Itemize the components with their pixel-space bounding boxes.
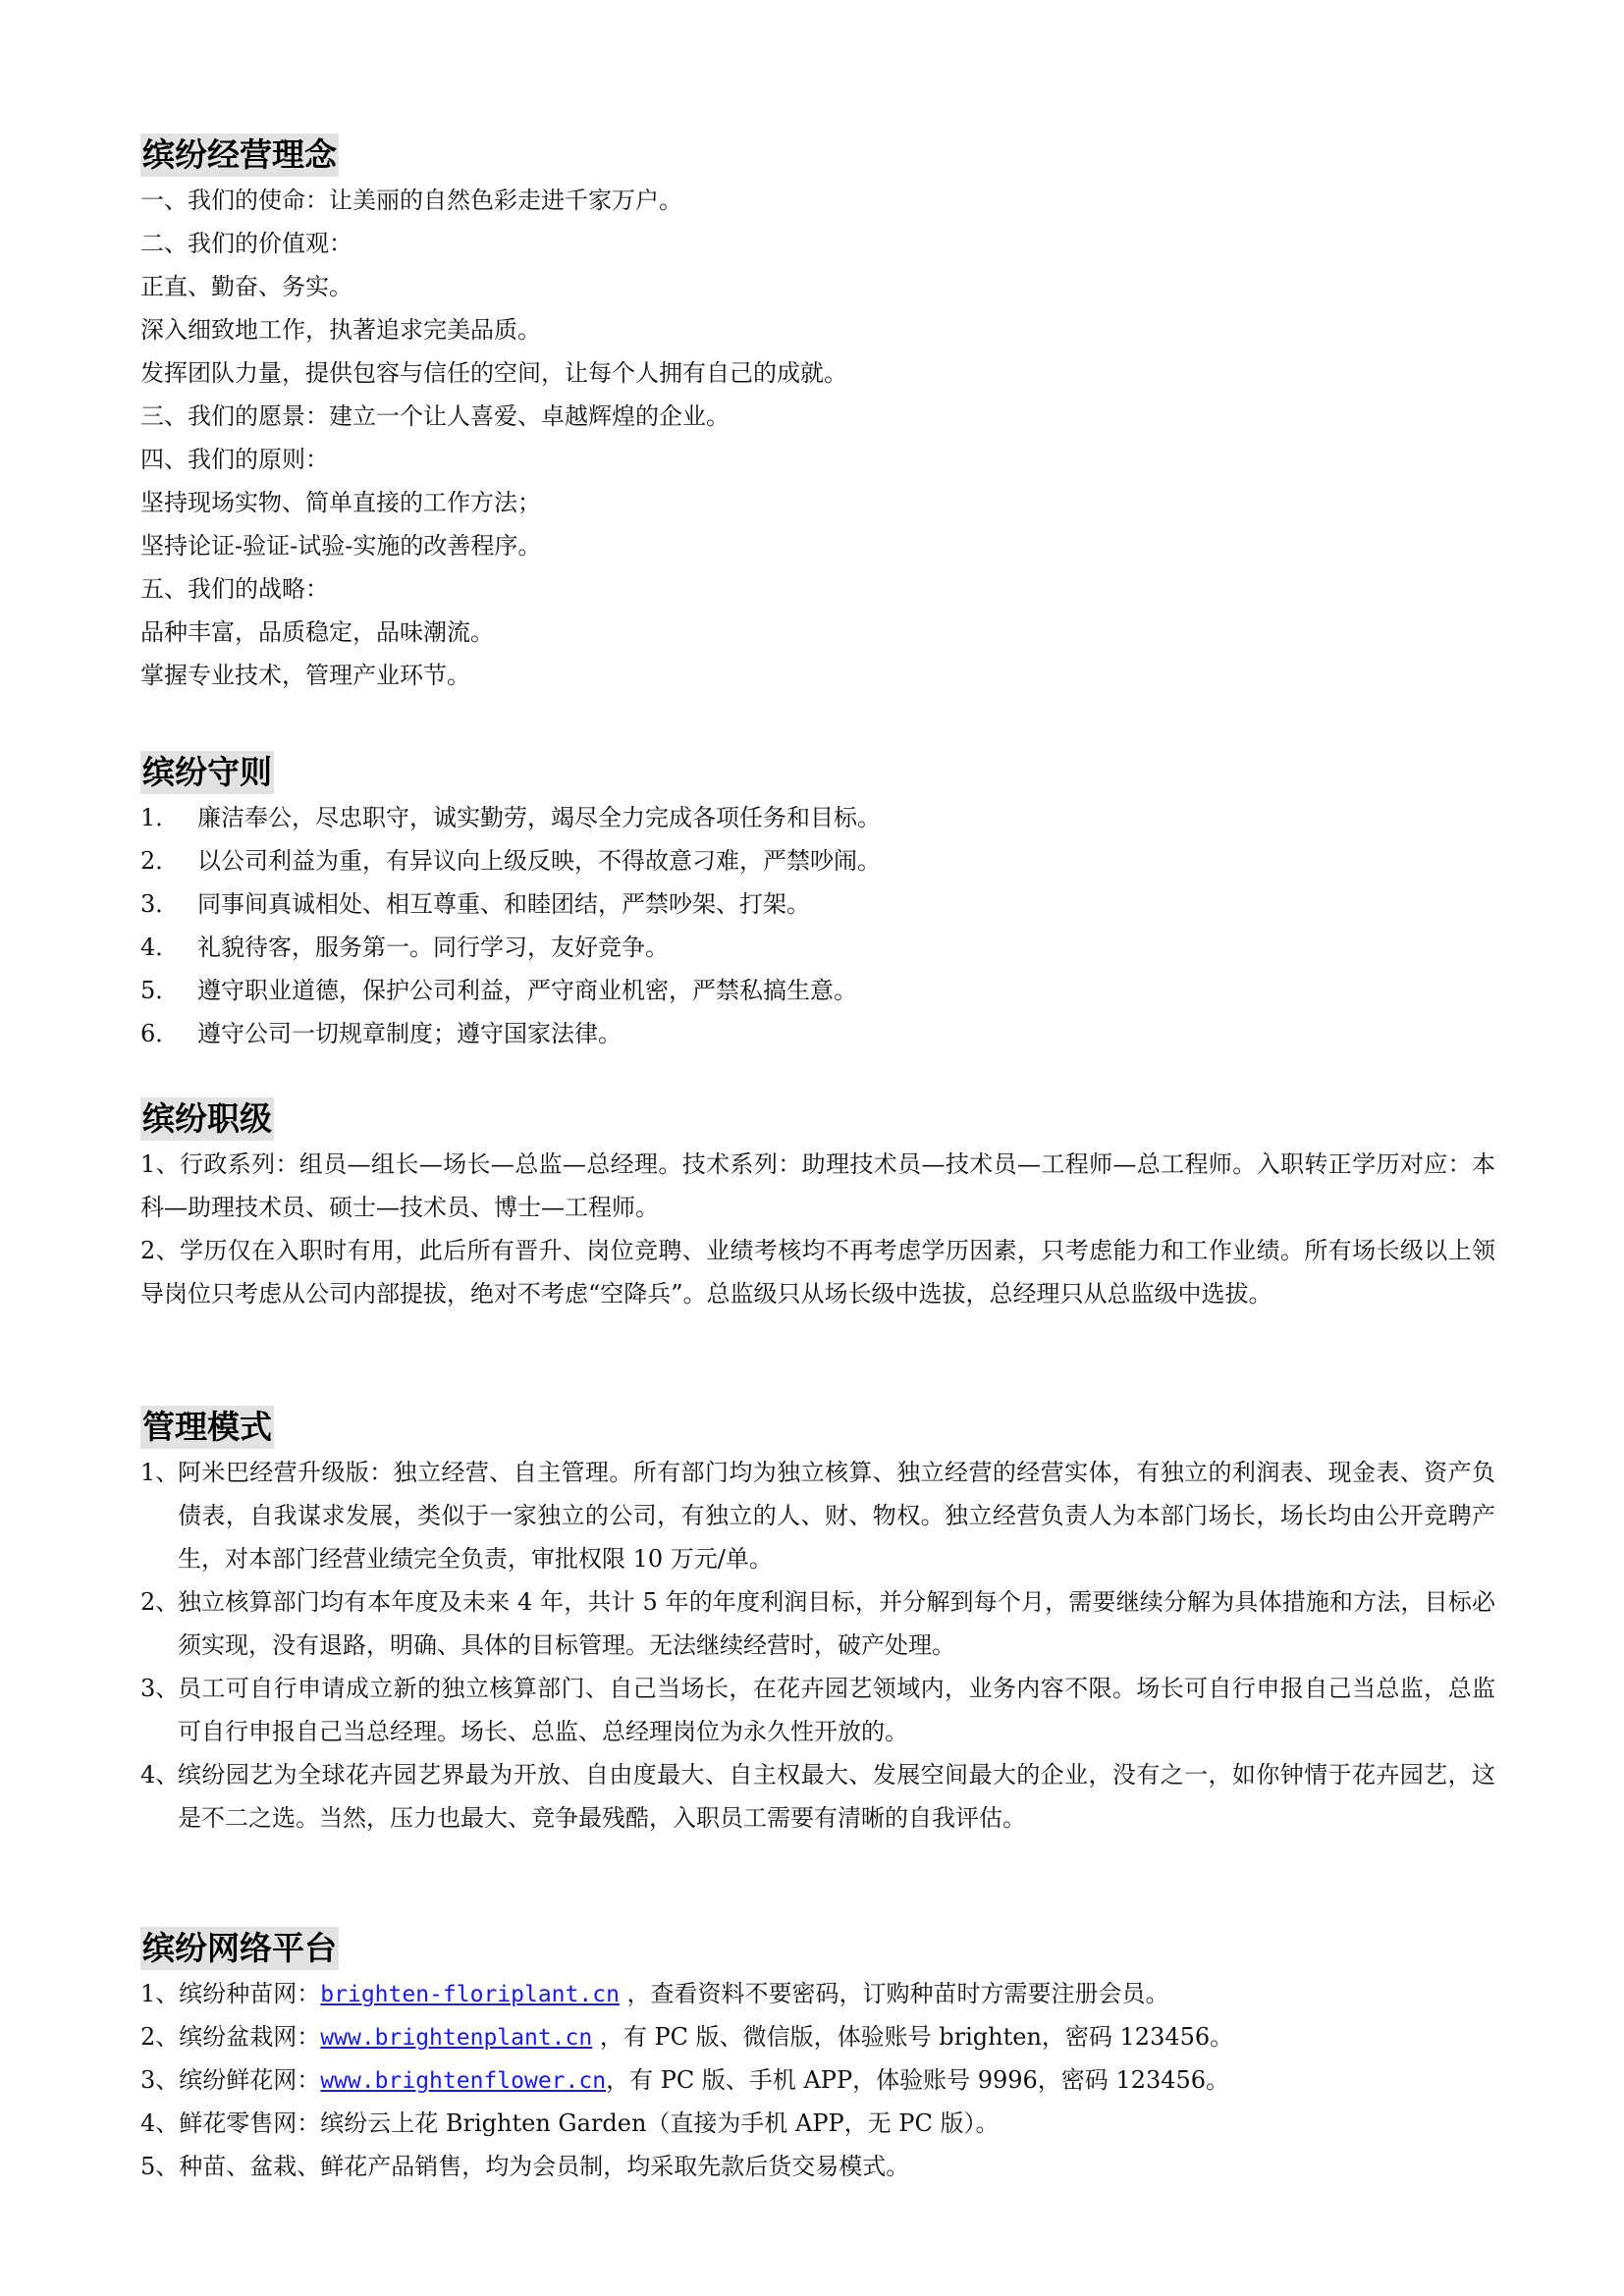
network-line-suffix: ，有 PC 版、手机 APP，体验账号 9996，密码 123456。 [606, 2066, 1230, 2094]
list-item [140, 1012, 1495, 1055]
section-title: 缤纷守则 [140, 751, 274, 794]
list-item [140, 882, 1495, 926]
network-line [140, 2015, 1495, 2058]
network-line-prefix: 3、缤纷鲜花网： [140, 2066, 321, 2094]
floriplant-link[interactable]: brighten-floriplant.cn [320, 1982, 620, 2007]
section-title: 缤纷网络平台 [140, 1927, 339, 1970]
network-line-suffix: ，查看资料不要密码，订购种苗时方需要注册会员。 [619, 1980, 1169, 2007]
philosophy-line: 一、我们的使命：让美丽的自然色彩走进千家万户。 [140, 187, 682, 214]
network-line-prefix: 2、缤纷盆栽网： [140, 2023, 321, 2051]
philosophy-line: 坚持论证-验证-试验-实施的改善程序。 [140, 532, 542, 560]
item-text: 遵守公司一切规章制度；遵守国家法律。 [197, 1020, 622, 1047]
brightenplant-link[interactable]: www.brightenplant.cn [320, 2025, 593, 2051]
philosophy-line: 五、我们的战略： [140, 575, 329, 603]
item-number: 3、 [140, 1675, 180, 1702]
levels-paragraph: 1、行政系列：组员—组长—场长—总监—总经理。技术系列：助理技术员—技术员—工程师—总工程师。入职转正学历对应：本科—助理技术员、硕士—技术员、博士—工程师。 [140, 1150, 1495, 1221]
item-text: 廉洁奉公，尽忠职守，诚实勤劳，竭尽全力完成各项任务和目标。 [197, 804, 881, 831]
item-number: 4． [140, 934, 180, 961]
item-text: 缤纷园艺为全球花卉园艺界最为开放、自由度最大、自主权最大、发展空间最大的企业，没有之一，如你钟情于花卉园艺，这是不二之选。当然，压力也最大、竞争最残酷，入职员工需要有清晰的自我评估。 [178, 1761, 1495, 1832]
item-text: 以公司利益为重，有异议向上级反映，不得故意刁难，严禁吵闹。 [197, 847, 881, 875]
item-number: 1． [140, 804, 180, 831]
brightenflower-link[interactable]: www.brightenflower.cn [320, 2068, 607, 2094]
item-text: 独立核算部门均有本年度及未来 4 年，共计 5 年的年度利润目标，并分解到每个月，需要继续分解为具体措施和方法，目标必须实现，没有退路，明确、具体的目标管理。无法继续经营时，破产处理。 [178, 1588, 1495, 1659]
philosophy-line: 坚持现场实物、简单直接的工作方法； [140, 489, 541, 516]
philosophy-line: 发挥团队力量，提供包容与信任的空间，让每个人拥有自己的成就。 [140, 359, 847, 387]
list-item [140, 926, 1495, 969]
section-philosophy [140, 133, 1495, 697]
list-item [140, 1580, 1495, 1667]
section-title: 管理模式 [140, 1406, 274, 1449]
list-item [140, 1451, 1495, 1580]
list-item [140, 1753, 1495, 1840]
list-item [140, 969, 1495, 1012]
item-number: 5． [140, 977, 180, 1004]
network-line-prefix: 1、缤纷种苗网： [140, 1980, 321, 2007]
list-item [140, 839, 1495, 882]
philosophy-line: 品种丰富，品质稳定，品味潮流。 [140, 618, 494, 646]
section-title: 缤纷经营理念 [140, 133, 339, 177]
list-item [140, 1667, 1495, 1753]
levels-paragraph: 2、学历仅在入职时有用，此后所有晋升、岗位竞聘、业绩考核均不再考虑学历因素，只考虑能力和工作业绩。所有场长级以上领导岗位只考虑从公司内部提拔，绝对不考虑“空降兵”。总监级只从场长级中选拔，总经理只从总监级中选拔。 [140, 1237, 1495, 1308]
item-number: 3． [140, 890, 180, 918]
philosophy-line: 三、我们的愿景：建立一个让人喜爱、卓越辉煌的企业。 [140, 402, 730, 430]
item-text: 员工可自行申请成立新的独立核算部门、自己当场长，在花卉园艺领域内，业务内容不限。场长可自行申报自己当总监，总监可自行申报自己当总经理。场长、总监、总经理岗位为永久性开放的。 [178, 1675, 1495, 1745]
network-line [140, 2058, 1495, 2102]
philosophy-line: 掌握专业技术，管理产业环节。 [140, 662, 470, 689]
philosophy-line: 二、我们的价值观： [140, 230, 352, 257]
item-number: 2、 [140, 1588, 180, 1616]
network-line-suffix: ，有 PC 版、微信版，体验账号 brighten，密码 123456。 [592, 2023, 1234, 2051]
item-text: 礼貌待客，服务第一。同行学习，友好竞争。 [197, 934, 669, 961]
section-title: 缤纷职级 [140, 1097, 274, 1141]
philosophy-line: 深入细致地工作，执著追求完美品质。 [140, 316, 541, 344]
section-rules [140, 751, 1495, 1055]
network-line: 4、鲜花零售网：缤纷云上花 Brighten Garden（直接为手机 APP，无 PC 版）。 [140, 2109, 1000, 2137]
item-number: 6． [140, 1020, 180, 1047]
philosophy-line: 四、我们的原则： [140, 446, 329, 473]
item-text: 同事间真诚相处、相互尊重、和睦团结，严禁吵架、打架。 [197, 890, 810, 918]
section-levels [140, 1097, 1495, 1315]
section-management [140, 1406, 1495, 1840]
item-number: 4、 [140, 1761, 180, 1789]
item-text: 遵守职业道德，保护公司利益，严守商业机密，严禁私搞生意。 [197, 977, 857, 1004]
network-line: 5、种苗、盆栽、鲜花产品销售，均为会员制，均采取先款后货交易模式。 [140, 2153, 910, 2180]
network-line [140, 1972, 1495, 2015]
item-text: 阿米巴经营升级版：独立经营、自主管理。所有部门均为独立核算、独立经营的经营实体，有独立的利润表、现金表、资产负债表，自我谋求发展，类似于一家独立的公司，有独立的人、财、物权。独立经营负责人为本部门场长，场长均由公开竞聘产生，对本部门经营业绩完全负责，审批权限 10 万元/单。 [178, 1459, 1495, 1573]
philosophy-line: 正直、勤奋、务实。 [140, 273, 352, 300]
item-number: 1、 [140, 1459, 180, 1486]
list-item [140, 796, 1495, 839]
item-number: 2． [140, 847, 180, 875]
section-network [140, 1927, 1495, 2188]
